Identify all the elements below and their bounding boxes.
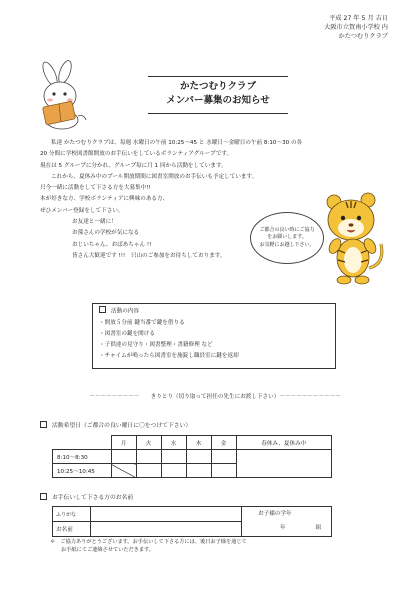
checkbox-square-icon	[40, 421, 47, 428]
footnote	[50, 538, 247, 554]
child-grade-cell[interactable]	[242, 507, 332, 537]
body-line: 皆さん大歓迎です !!! 只山のご参加をお待ちしております。	[72, 252, 226, 259]
day-header: 金	[211, 436, 236, 450]
body-line: ぜひメンバー登録をして下さい。	[40, 207, 124, 214]
body-line: お孫さんの学校が気になる	[72, 230, 140, 237]
slot-cell[interactable]	[186, 450, 211, 464]
title-block	[148, 80, 288, 108]
time-slot-label: 10:25～10:45	[53, 464, 112, 478]
year-label: 年	[280, 525, 286, 531]
tiger-mascot-illustration	[320, 190, 390, 290]
issue-date: 平成 27 年 5 月 吉日	[329, 15, 388, 22]
club-name: かたつむりクラブ	[338, 33, 388, 40]
header-info	[324, 14, 388, 41]
activity-item: ・開放５分前 鍵当番で鍵を借りる	[99, 319, 185, 326]
slot-cell[interactable]	[211, 464, 236, 478]
activity-item: ・子供達の見守り・図書整理・書籍修理 など	[99, 341, 213, 348]
checkbox-square-icon	[99, 306, 106, 313]
holiday-header: 春休み、夏休み中	[236, 436, 332, 450]
slot-cell[interactable]	[136, 450, 161, 464]
body-line: 私達 かたつむりクラブは、毎週 水曜日の午前 10:25～45 と 水曜日～金曜日の午前 8:10～30 の各	[51, 140, 303, 146]
name-label: お名前	[53, 522, 91, 537]
footnote-line: ＊ ご協力ありがとうございます。お手伝いして下さる方には、後日お子様を通じて	[50, 539, 247, 545]
title-line-2: メンバー募集のお知らせ	[166, 95, 270, 106]
title-line-1: かたつむりクラブ	[179, 81, 256, 92]
slot-cell-disabled	[111, 464, 136, 478]
school-name: 大阪市立賀南小学校 内	[324, 24, 388, 31]
name-field[interactable]	[91, 522, 242, 537]
schedule-table	[52, 435, 332, 478]
speech-bubble	[250, 212, 324, 264]
bubble-line: ご都合の良い時にご協力	[259, 226, 315, 233]
cut-line: －－－－－－－－－ きりとり（切り取って担任の先生にお渡し下さい）－－－－－－－－－－－	[89, 394, 341, 400]
furigana-field[interactable]	[91, 507, 242, 522]
day-header: 月	[111, 436, 136, 450]
slot-cell[interactable]	[161, 450, 186, 464]
body-line: これから、夏休み中のプール開放期間に図書室開放のお手伝いも予定しています。	[51, 173, 258, 180]
body-line: 本が好きな方、学校ボランティアに興味のある方、	[40, 196, 169, 203]
slot-cell[interactable]	[161, 464, 186, 478]
slot-cell[interactable]	[211, 450, 236, 464]
furigana-label: ふりがな	[53, 507, 91, 522]
day-header: 水	[161, 436, 186, 450]
checkbox-square-icon	[40, 493, 47, 500]
body-line: 只今一緒に活動をして下さる方を大募集中!!	[40, 185, 151, 192]
slot-cell[interactable]	[186, 464, 211, 478]
footnote-line: お手紙にてご連絡させていただきます。	[61, 547, 154, 553]
class-label: 組	[315, 525, 322, 531]
holiday-cell[interactable]	[236, 450, 332, 478]
body-line: 20 分間に学校図書館開放のお手伝いをしているボランティアグループです。	[40, 151, 233, 158]
body-line: おじいちゃん、おばあちゃん !!	[72, 241, 152, 248]
day-header: 木	[186, 436, 211, 450]
activity-item: ・チャイムが鳴ったら図書室を施錠し職員室に鍵を返却	[99, 352, 239, 359]
day-header: 火	[136, 436, 161, 450]
activities-box	[92, 303, 336, 369]
slot-cell[interactable]	[136, 464, 161, 478]
slot-cell[interactable]	[111, 450, 136, 464]
name-form-table	[52, 506, 332, 537]
body-line: 現在は 5 グループに分かれ、グループ毎に月 1 回から活動をしています。	[40, 162, 227, 169]
schedule-heading: 活動希望日（ご都合の良い曜日に〇をつけて下さい）	[40, 420, 191, 429]
bubble-line: をお願いします。	[267, 234, 307, 241]
body-line: お友達と一緒に！	[72, 219, 117, 226]
child-grade-label: お子様の学年	[258, 511, 292, 517]
rabbit-reading-illustration	[30, 60, 102, 132]
activities-heading: 活動の内容	[99, 306, 329, 318]
activity-item: ・図書室の鍵を開ける	[99, 330, 155, 337]
time-slot-label: 8:10～8:30	[53, 450, 112, 464]
name-form-heading: お手伝いして下さる方のお名前	[40, 492, 133, 501]
bubble-line: お気軽にお越し下さい。	[259, 241, 315, 248]
